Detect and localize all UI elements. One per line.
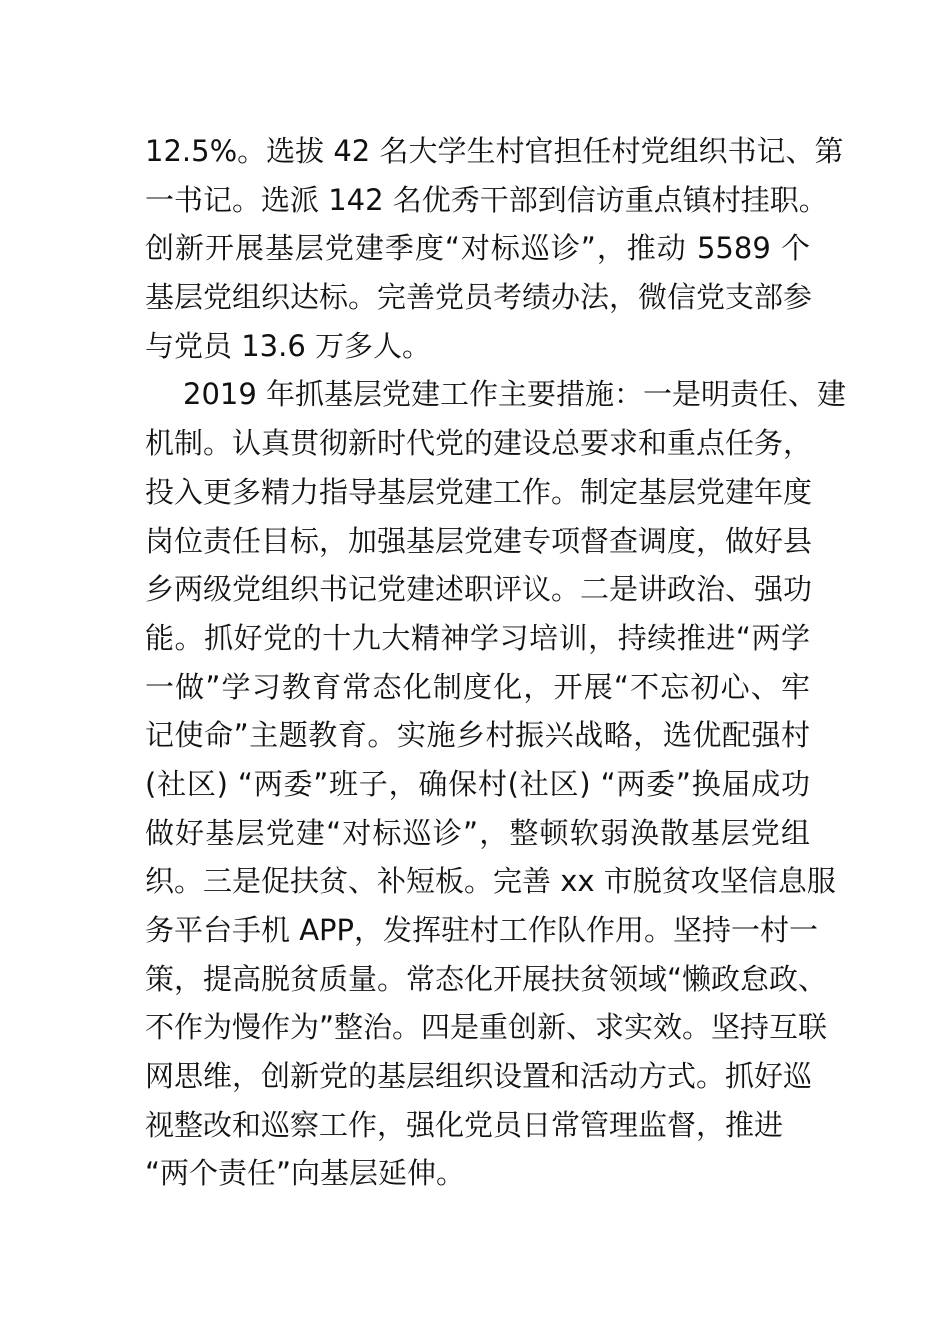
text-line: 策，提高脱贫质量。常态化开展扶贫领域“懒政怠政、 xyxy=(145,961,828,996)
text-line: 2019 年抓基层党建工作主要措施：一是明责任、建 xyxy=(183,377,847,412)
text-line: 12.5%。选拔 42 名大学生村官担任村党组织书记、第 xyxy=(145,134,844,168)
text-line: 一做”学习教育常态化制度化，开展“不忘初心、牢 xyxy=(145,669,810,704)
text-line: (社区) “两委”班子，确保村(社区) “两委”换届成功 xyxy=(145,766,810,801)
text-line: 岗位责任目标，加强基层党建专项督查调度，做好县 xyxy=(145,523,813,558)
text-line: “两个责任”向基层延伸。 xyxy=(145,1156,466,1191)
text-line: 一书记。选派 142 名优秀干部到信访重点镇村挂职。 xyxy=(145,182,828,217)
text-line: 乡两级党组织书记党建述职评议。二是讲政治、强功 xyxy=(145,572,813,607)
text-line: 视整改和巡察工作，强化党员日常管理监督，推进 xyxy=(145,1107,784,1142)
text-line: 能。抓好党的十九大精神学习培训，持续推进“两学 xyxy=(145,620,810,655)
text-line: 务平台手机 APP，发挥驻村工作队作用。坚持一村一 xyxy=(145,913,819,947)
text-line: 记使命”主题教育。实施乡村振兴战略，选优配强村 xyxy=(145,718,810,753)
text-line: 创新开展基层党建季度“对标巡诊”，推动 5589 个 xyxy=(145,231,810,266)
text-line: 不作为慢作为”整治。四是重创新、求实效。坚持互联 xyxy=(145,1010,828,1045)
text-line: 投入更多精力指导基层党建工作。制定基层党建年度 xyxy=(145,474,813,509)
text-line: 与党员 13.6 万多人。 xyxy=(145,328,432,363)
text-line: 网思维，创新党的基层组织设置和活动方式。抓好巡 xyxy=(145,1059,813,1094)
text-line: 机制。认真贯彻新时代党的建设总要求和重点任务， xyxy=(145,426,813,461)
text-line: 织。三是促扶贫、补短板。完善 xx 市脱贫攻坚信息服 xyxy=(145,864,836,899)
text-line: 做好基层党建“对标巡诊”，整顿软弱涣散基层党组 xyxy=(145,815,810,850)
body-text xyxy=(145,127,847,1198)
text-line: 基层党组织达标。完善党员考绩办法，微信党支部参 xyxy=(145,280,813,315)
